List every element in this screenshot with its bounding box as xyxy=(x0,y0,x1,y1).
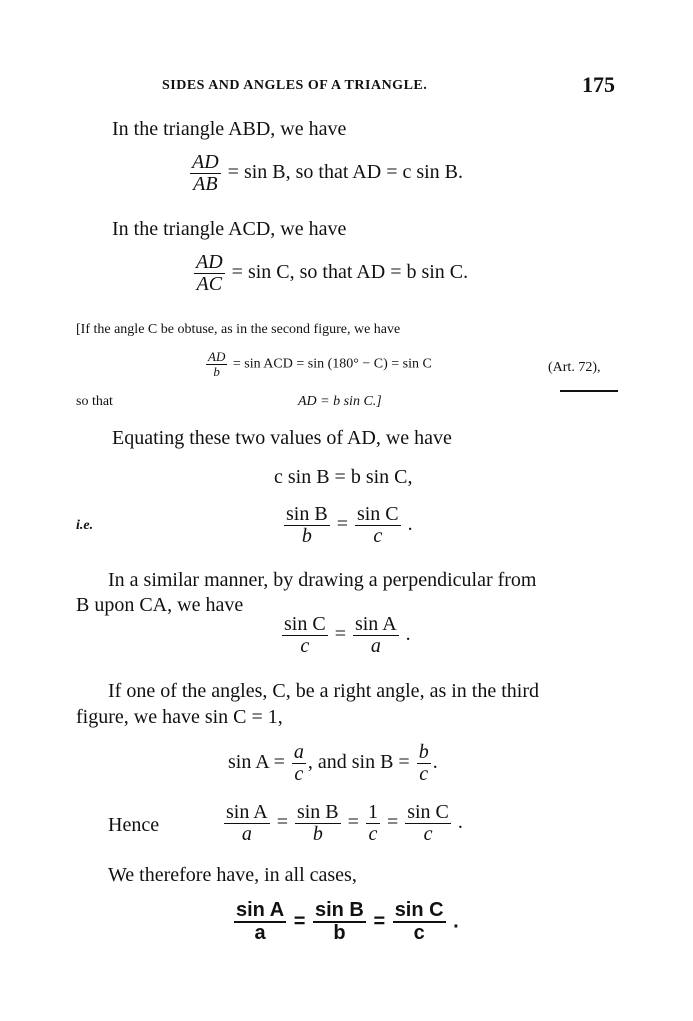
hence-label: Hence xyxy=(108,814,160,836)
note-equation: AD = b sin C.] xyxy=(298,394,382,409)
text-line: figure, we have sin C = 1, xyxy=(76,706,283,728)
equals-sign: = xyxy=(347,811,359,834)
fraction-numerator: AD xyxy=(208,349,226,364)
text-line: Equating these two values of AD, we have xyxy=(112,427,452,449)
fraction-denominator: AB xyxy=(193,173,218,195)
fraction-numerator: sin B xyxy=(314,899,364,921)
equation-text: , and sin B = xyxy=(307,751,410,774)
equals-sign: = xyxy=(336,513,348,536)
fraction-denominator: b xyxy=(213,363,220,379)
fraction-numerator: a xyxy=(293,741,304,763)
equation-ratio xyxy=(280,614,411,657)
equation-ad-ac xyxy=(192,252,468,295)
fraction-denominator: c xyxy=(419,763,429,785)
fraction-denominator: c xyxy=(368,823,378,845)
fraction-numerator: 1 xyxy=(367,801,378,823)
equation-text: = sin C, so that AD = b sin C. xyxy=(231,261,469,284)
page-number: 175 xyxy=(582,72,615,97)
fraction-numerator: sin A xyxy=(236,899,285,921)
text-line: B upon CA, we have xyxy=(76,594,244,616)
period: . xyxy=(432,751,438,774)
period: . xyxy=(405,623,411,646)
equation-text: = sin B, so that AD = c sin B. xyxy=(227,161,464,184)
fraction-numerator: AD xyxy=(196,251,223,273)
fraction-denominator: b xyxy=(312,823,323,845)
fraction-denominator: a xyxy=(254,922,266,944)
fraction-numerator: sin C xyxy=(394,899,444,921)
equation-right-angle xyxy=(228,742,438,785)
text-line: If one of the angles, C, be a right angle, as in the third xyxy=(108,680,539,702)
fraction-numerator: sin C xyxy=(356,503,399,525)
fraction-denominator: b xyxy=(333,922,346,944)
equals-sign: = xyxy=(373,910,386,933)
period: . xyxy=(407,513,413,536)
ie-label: i.e. xyxy=(76,518,94,533)
law-of-sines-equation xyxy=(232,900,459,944)
fraction-numerator: sin C xyxy=(407,801,449,823)
fraction-numerator: sin B xyxy=(296,801,339,823)
equation-hence xyxy=(222,802,463,845)
running-title: SIDES AND ANGLES OF A TRIANGLE. xyxy=(162,78,428,93)
equals-sign: = xyxy=(293,910,306,933)
equation-text: = sin ACD = sin (180° − C) = sin C xyxy=(232,356,432,372)
fraction-denominator: a xyxy=(370,635,381,657)
equals-sign: = xyxy=(334,623,346,646)
fraction-denominator: c xyxy=(423,823,433,845)
fraction-denominator: c xyxy=(294,763,304,785)
equals-sign: = xyxy=(276,811,288,834)
note-equation xyxy=(204,350,432,378)
fraction-numerator: sin A xyxy=(226,801,268,823)
divider xyxy=(560,390,618,392)
equation: c sin B = b sin C, xyxy=(274,466,413,488)
text-line: In the triangle ACD, we have xyxy=(112,218,347,240)
fraction-numerator: b xyxy=(418,741,429,763)
equation-text: sin A = xyxy=(228,751,285,774)
fraction-denominator: c xyxy=(413,922,425,944)
note-label: so that xyxy=(76,394,113,409)
fraction-denominator: c xyxy=(300,635,310,657)
period: . xyxy=(457,811,463,834)
article-reference: (Art. 72), xyxy=(548,360,601,375)
fraction-numerator: AD xyxy=(192,151,219,173)
fraction-numerator: sin C xyxy=(284,613,326,635)
period: . xyxy=(453,910,459,933)
equals-sign: = xyxy=(386,811,399,834)
text-line: We therefore have, in all cases, xyxy=(108,864,357,886)
text-line: In a similar manner, by drawing a perpendicular from xyxy=(108,569,537,591)
fraction-denominator: c xyxy=(373,525,383,547)
fraction-denominator: AC xyxy=(196,273,223,295)
equation-ratio xyxy=(282,504,413,547)
fraction-denominator: a xyxy=(241,823,252,845)
fraction-denominator: b xyxy=(301,525,312,547)
equation-ad-ab xyxy=(188,152,463,195)
note-line: [If the angle C be obtuse, as in the second figure, we have xyxy=(76,322,401,337)
fraction-numerator: sin A xyxy=(354,613,397,635)
fraction-numerator: sin B xyxy=(286,503,328,525)
text-line: In the triangle ABD, we have xyxy=(112,118,347,140)
